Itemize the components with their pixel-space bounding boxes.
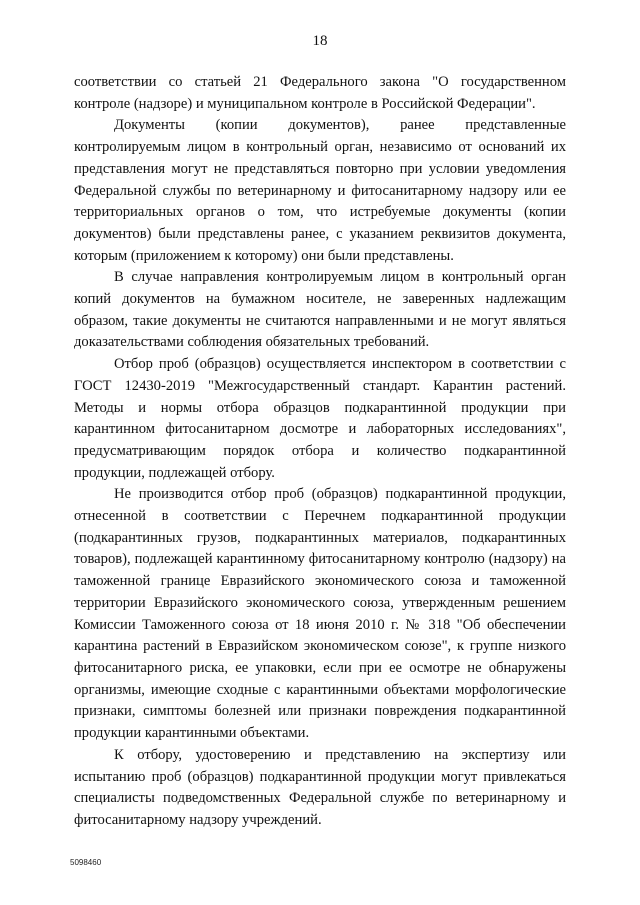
paragraph-specialists: К отбору, удостоверению и представлению на экспертизу или испытанию проб (образцов) подкарантинной продукции могут привлекаться специалисты подведомственных Федеральной службе по ветеринарному и фитосанитарному надзору учреждений. [74, 746, 566, 828]
paragraph-paper-copies: В случае направления контролируемым лицом в контрольный орган копий документов на бумажном носителе, не заверенных надлежащим образом, такие документы не считаются направленными и не могут являться доказательствами соблюдения обязательных требований. [74, 269, 566, 351]
document-body [74, 72, 566, 832]
page-number: 18 [312, 33, 328, 49]
paragraph-documents-copies: Документы (копии документов), ранее представленные контролируемым лицом в контрольный орган, независимо от оснований их представления могут не представляться повторно при условии уведомления Федеральной службы по ветеринарному и фитосанитарному надзору или ее территориальных органов о том, что истребуемые документы (копии документов) были представлены ранее, с указанием реквизитов документа, которым (приложением к которому) они были представлены. [74, 117, 566, 264]
document-code: 5098460 [70, 858, 102, 867]
paragraph-sampling-gost: Отбор проб (образцов) осуществляется инспектором в соответствии с ГОСТ 12430-2019 "Межгосударственный стандарт. Карантин растений. Методы и нормы отбора образцов подкарантинной продукции при карантинном фитосанитарном досмотре и лабораторных исследованиях", предусматривающим порядок отбора и количество подкарантинной продукции, подлежащей отбору. [74, 356, 566, 481]
paragraph-no-sampling: Не производится отбор проб (образцов) подкарантинной продукции, отнесенной в соответствии с Перечнем подкарантинной продукции (подкарантинных грузов, подкарантинных материалов, подкарантинных товаров), подлежащей карантинному фитосанитарному контролю (надзору) на таможенной границе Евразийского экономического союза и таможенной территории Евразийского экономического союза, утвержденным решением Комиссии Таможенного союза от 18 июня 2010 г. № 318 "Об обеспечении карантина растений в Евразийском экономическом союзе", к группе низкого фитосанитарного риска, ее упаковки, если при ее осмотре не обнаружены организмы, имеющие сходные с карантинными объектами морфологические признаки, симптомы болезней или признаки повреждения подкарантинной продукции карантинными объектами. [74, 486, 566, 742]
paragraph-continuation: соответствии со статьей 21 Федерального закона "О государственном контроле (надзоре) и муниципальном контроле в Российской Федерации". [74, 74, 566, 112]
